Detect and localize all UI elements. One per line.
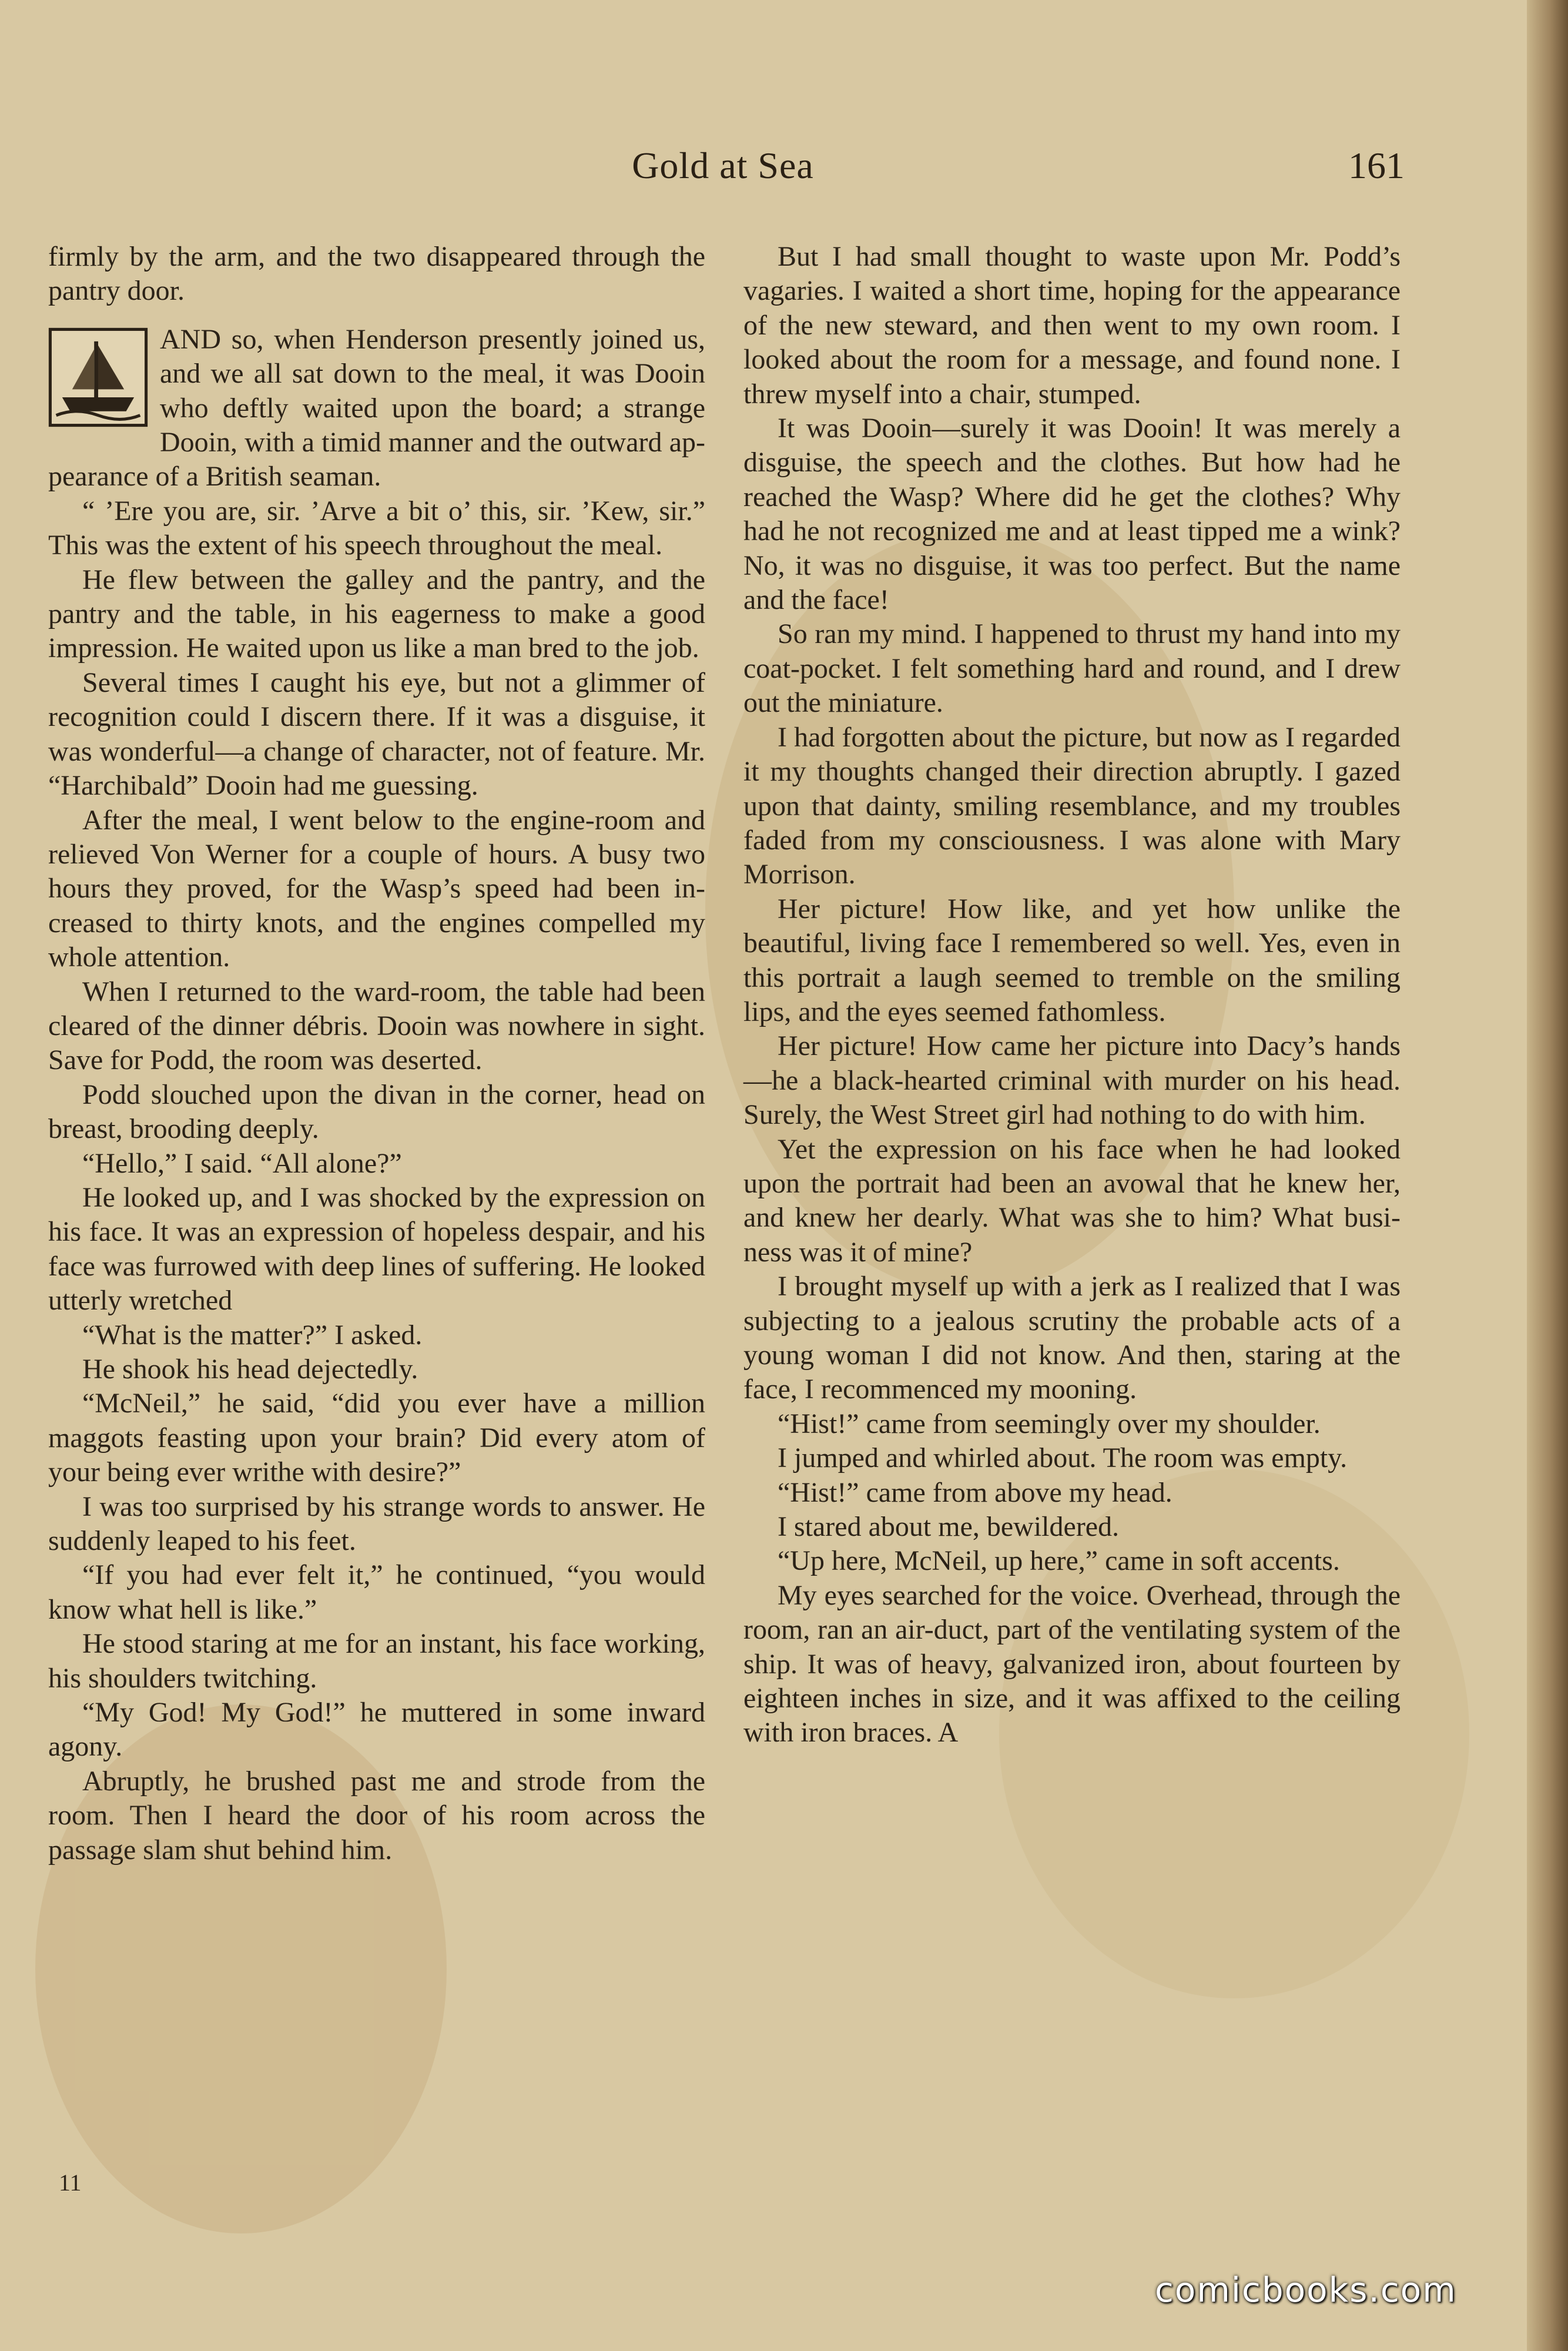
page-number: 161 [1348, 145, 1405, 186]
paragraph: I brought myself up with a jerk as I realized that I was subjecting to a jealous scrutiny the probable acts of a young woman I did not know. And then, staring at the face, I recommenced my mooning. [743, 1271, 1401, 1405]
paragraph: He stood staring at me for an instant, his face working, his shoulders twitching. [48, 1628, 705, 1694]
paragraph: I had forgotten about the picture, but now as I regarded it my thoughts changed their direction abruptly. I gazed upon that dainty, smiling resemblance, and my troubles faded from my consciousness. I was alone with Mary Morrison. [743, 721, 1401, 890]
paragraph: “ ’Ere you are, sir. ’Arve a bit o’ this, sir. ’Kew, sir.” This was the extent of his speech throughout the meal. [48, 495, 705, 561]
paragraph: “Hist!” came from above my head. [778, 1476, 1172, 1508]
paragraph: After the meal, I went below to the engine-room and relieved Von Werner for a couple of hours. A busy two hours they proved, for the Wasp’s speed had been increased to thirty knots, and the engines compelled my whole attention. [48, 804, 705, 973]
page-spine-edge [1527, 0, 1568, 2351]
paragraph: But I had small thought to waste upon Mr. Podd’s vagaries. I waited a short time, hoping for the appearance of the new steward, and then went to my own room. I looked about the room for a message, and found none. I threw myself into a chair, stumped. [743, 241, 1401, 410]
paragraph: “Hist!” came from seemingly over my shoulder. [778, 1408, 1321, 1439]
paragraph: When I returned to the ward-room, the table had been cleared of the dinner débris. Dooin was nowhere in sight. Save for Podd, the room was deserted. [48, 976, 705, 1076]
signature-mark: 11 [59, 2169, 82, 2196]
paragraph: He looked up, and I was shocked by the expression on his face. It was an expression of hopeless despair, and his face was furrowed with deep lines of suffering. He looked utterly wretched [48, 1181, 705, 1317]
decorative-initial-ship-icon [48, 327, 148, 427]
paragraph: “McNeil,” he said, “did you ever have a million maggots feasting upon your brain? Did every atom of your being ever writhe with desire?” [48, 1388, 705, 1488]
paragraph: I jumped and whirled about. The room was empty. [778, 1442, 1348, 1474]
running-head: Gold at Sea [632, 145, 814, 186]
paragraph: “Hello,” I said. “All alone?” [82, 1147, 402, 1179]
paragraph: Abruptly, he brushed past me and strode from the room. Then I heard the door of his room across the passage slam shut behind him. [48, 1765, 705, 1866]
paragraph: Her picture! How like, and yet how unlike the beautiful, living face I remembered so well. Yes, even in this portrait a laugh seemed to tremble on the smiling lips, and the eyes seemed fathomless. [743, 893, 1401, 1027]
paragraph: “If you had ever felt it,” he continued, “you would know what hell is like.” [48, 1559, 705, 1625]
paragraph: “What is the matter?” I asked. [82, 1319, 423, 1351]
right-column [743, 240, 1401, 1750]
paragraph: He shook his head dejectedly. [82, 1354, 418, 1385]
paragraph: I was too surprised by his strange words to answer. He suddenly leaped to his feet. [48, 1491, 705, 1557]
paragraph: firmly by the arm, and the two disappeared through the pantry door. [48, 241, 705, 307]
paragraph: It was Dooin—surely it was Dooin! It was merely a disguise, the speech and the clothes. But how had he reached the Wasp? Where did he get the clothes? Why had he not recognized me and at least tipped me a wink? No, it was no disguise, it was too perfect. But the name and the face! [743, 413, 1401, 616]
paragraph: Several times I caught his eye, but not a glimmer of recognition could I discern there. If it was a disguise, it was wonderful—a change of character, not of feature. Mr. “Harchibald” Dooin had me guessing. [48, 667, 705, 802]
paragraph: My eyes searched for the voice. Overhead, through the room, ran an air-duct, part of the ventilating system of the ship. It was of heavy, galvanized iron, about fourteen by eighteen inches in size, and it was affixed to the ceiling with iron braces. A [743, 1579, 1401, 1749]
paragraph: “Up here, McNeil, up here,” came in soft accents. [778, 1545, 1340, 1577]
site-watermark: comicbooks.com [1155, 2270, 1457, 2310]
paragraph: I stared about me, bewildered. [778, 1511, 1120, 1543]
paragraph: He flew between the galley and the pantry, and the pantry and the table, in his eagerness to make a good impression. He waited upon us like a man bred to the job. [48, 564, 705, 664]
paragraph: Her picture! How came her picture into Dacy’s hands—he a black-hearted criminal with murder on his head. Surely, the West Street girl had nothing to do with him. [743, 1030, 1401, 1131]
paragraph: “My God! My God!” he muttered in some inward agony. [48, 1697, 705, 1763]
paragraph: Podd slouched upon the divan in the corner, head on breast, brooding deeply. [48, 1079, 705, 1145]
paragraph: AND so, when Henderson presently joined us, and we all sat down to the meal, it was Dooin who deftly waited upon the board; a strange Dooin, with a timid manner and the outward appearance of a British seaman. [48, 323, 705, 493]
paragraph: Yet the expression on his face when he had looked upon the portrait had been an avowal that he knew her, and knew her dearly. What was she to him? What business was it of mine? [743, 1133, 1401, 1268]
paragraph: So ran my mind. I happened to thrust my hand into my coat-pocket. I felt something hard and round, and I drew out the miniature. [743, 618, 1401, 719]
left-column [48, 240, 705, 1867]
